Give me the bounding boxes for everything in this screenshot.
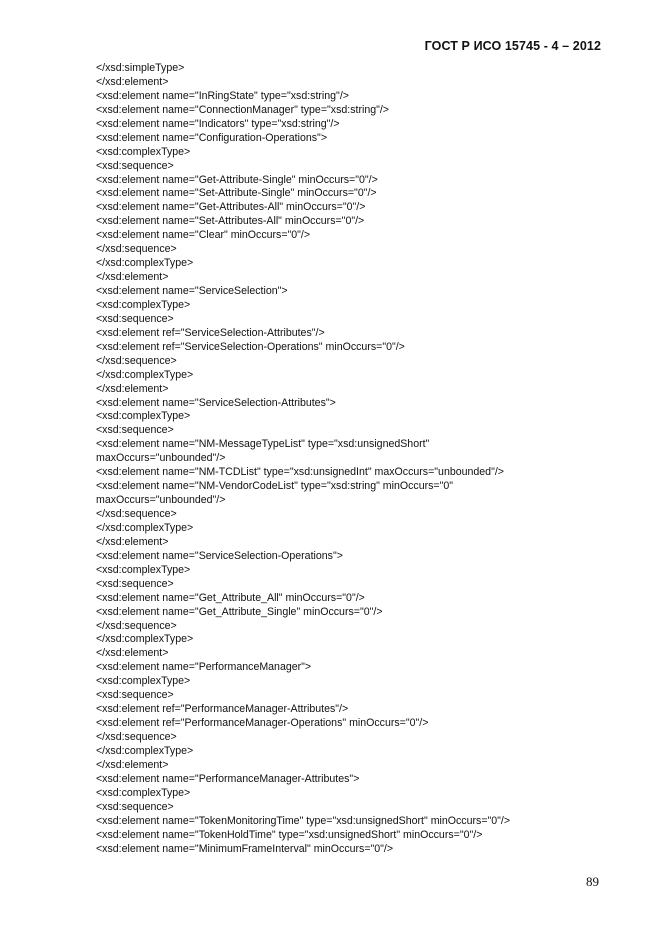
- xml-schema-listing: [96, 62, 606, 856]
- code-line: <xsd:complexType>: [96, 675, 191, 688]
- code-line: </xsd:simpleType>: [96, 62, 185, 74]
- code-line: maxOccurs="unbounded"/>: [96, 494, 226, 507]
- code-line: </xsd:element>: [96, 535, 169, 548]
- code-line: <xsd:element ref="PerformanceManager-Attributes"/>: [96, 703, 349, 716]
- page-number: 89: [586, 874, 599, 889]
- code-line: </xsd:complexType>: [96, 744, 194, 757]
- code-line: </xsd:complexType>: [96, 368, 194, 381]
- code-line: <xsd:element name="Get_Attribute_Single" minOccurs="0"/>: [96, 605, 383, 618]
- code-line: </xsd:element>: [96, 75, 169, 88]
- code-line: <xsd:complexType>: [96, 410, 191, 423]
- code-line: <xsd:element name="TokenMonitoringTime" type="xsd:unsignedShort" minOccurs="0"/>: [96, 814, 511, 827]
- code-line: </xsd:complexType>: [96, 633, 194, 646]
- code-line: <xsd:element name="NM-TCDList" type="xsd:unsignedInt" maxOccurs="unbounded"/>: [96, 466, 504, 479]
- code-line: <xsd:element name="Get-Attribute-Single" minOccurs="0"/>: [96, 173, 378, 186]
- code-line: <xsd:element ref="ServiceSelection-Attributes"/>: [96, 326, 325, 339]
- code-line: <xsd:element name="Set-Attribute-Single" minOccurs="0"/>: [96, 187, 377, 200]
- code-line: </xsd:element>: [96, 271, 169, 284]
- code-line: </xsd:complexType>: [96, 521, 194, 534]
- code-line: maxOccurs="unbounded"/>: [96, 452, 226, 465]
- code-line: <xsd:element name="NM-MessageTypeList" type="xsd:unsignedShort": [96, 438, 430, 451]
- code-line: <xsd:element name="InRingState" type="xsd:string"/>: [96, 89, 349, 102]
- code-line: <xsd:sequence>: [96, 312, 174, 325]
- code-line: <xsd:element name="Get_Attribute_All" minOccurs="0"/>: [96, 591, 365, 604]
- code-line: </xsd:element>: [96, 647, 169, 660]
- code-line: <xsd:element name="PerformanceManager-Attributes">: [96, 772, 360, 785]
- code-line: <xsd:complexType>: [96, 786, 191, 799]
- code-line: <xsd:complexType>: [96, 563, 191, 576]
- code-line: </xsd:sequence>: [96, 354, 177, 367]
- code-line: <xsd:element ref="PerformanceManager-Operations" minOccurs="0"/>: [96, 717, 429, 730]
- code-line: <xsd:sequence>: [96, 424, 174, 437]
- code-line: </xsd:sequence>: [96, 619, 177, 632]
- code-line: <xsd:element name="Indicators" type="xsd:string"/>: [96, 117, 340, 130]
- document-header: ГОСТ Р ИСО 15745 - 4 – 2012: [424, 39, 601, 53]
- code-line: <xsd:sequence>: [96, 159, 174, 172]
- code-line: </xsd:element>: [96, 758, 169, 771]
- code-line: <xsd:element name="ConnectionManager" type="xsd:string"/>: [96, 103, 389, 116]
- code-line: <xsd:complexType>: [96, 145, 191, 158]
- code-line: <xsd:element name="TokenHoldTime" type="xsd:unsignedShort" minOccurs="0"/>: [96, 828, 483, 841]
- code-line: <xsd:element name="ServiceSelection-Operations">: [96, 549, 343, 562]
- code-line: <xsd:element name="MinimumFrameInterval" minOccurs="0"/>: [96, 842, 394, 855]
- code-line: <xsd:element name="NM-VendorCodeList" type="xsd:string" minOccurs="0": [96, 480, 454, 493]
- code-line: <xsd:element name="ServiceSelection-Attributes">: [96, 396, 336, 409]
- code-line: <xsd:sequence>: [96, 689, 174, 702]
- code-line: <xsd:element name="Clear" minOccurs="0"/>: [96, 229, 311, 242]
- code-line: <xsd:sequence>: [96, 577, 174, 590]
- code-line: <xsd:element name="Set-Attributes-All" minOccurs="0"/>: [96, 215, 365, 228]
- code-line: <xsd:complexType>: [96, 298, 191, 311]
- code-line: <xsd:element ref="ServiceSelection-Operations" minOccurs="0"/>: [96, 340, 405, 353]
- code-line: </xsd:element>: [96, 382, 169, 395]
- code-line: </xsd:sequence>: [96, 731, 177, 743]
- code-line: </xsd:sequence>: [96, 243, 177, 256]
- code-line: <xsd:element name="PerformanceManager">: [96, 661, 312, 674]
- code-line: </xsd:sequence>: [96, 508, 177, 520]
- code-line: <xsd:element name="Configuration-Operations">: [96, 131, 328, 144]
- code-line: </xsd:complexType>: [96, 257, 194, 270]
- code-line: <xsd:element name="Get-Attributes-All" minOccurs="0"/>: [96, 201, 366, 214]
- code-line: <xsd:element name="ServiceSelection">: [96, 285, 288, 297]
- code-line: <xsd:sequence>: [96, 800, 174, 813]
